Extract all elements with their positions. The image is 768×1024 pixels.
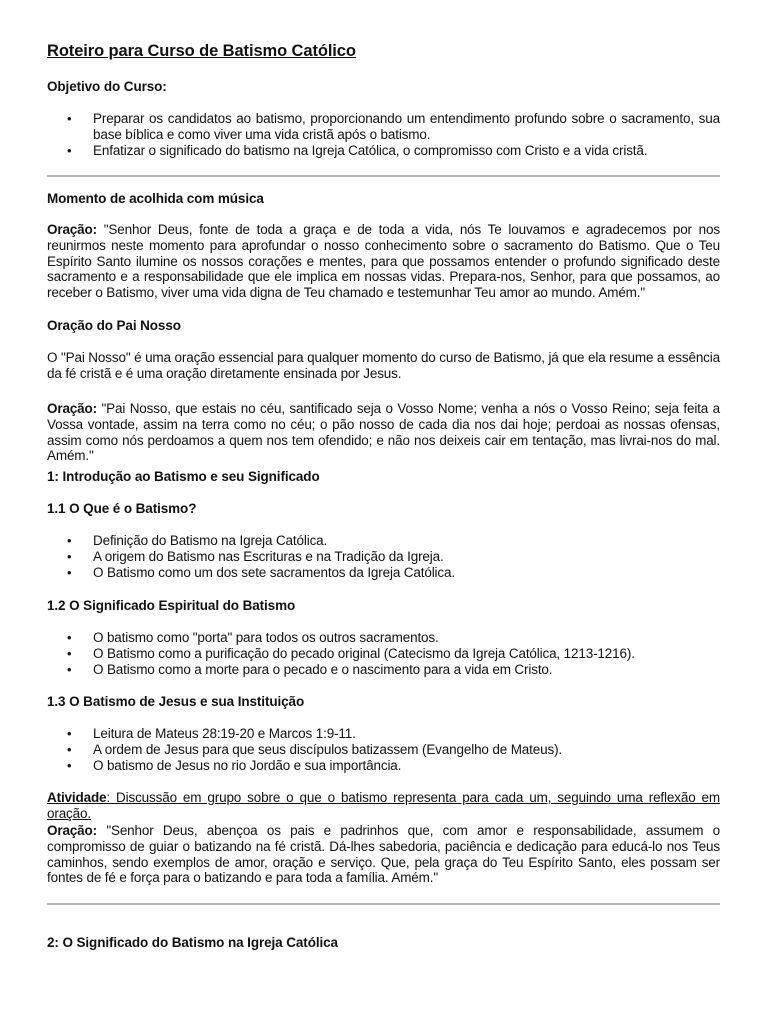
pai-nosso-heading: Oração do Pai Nosso [47,318,181,333]
list-item: • O batismo como "porta" para todos os outros sacramentos. [47,630,720,646]
list-item: • A origem do Batismo nas Escrituras e na Tradição da Igreja. [47,549,720,565]
pai-nosso-intro: O "Pai Nosso" é uma oração essencial para qualquer momento do curso de Batismo, já que ela resume a essência da fé cristã e é uma oração diretamente ensinada por Jesus. [47,350,720,381]
welcome-prayer [47,222,720,301]
section-divider [47,175,720,177]
objective-heading: Objetivo do Curso: [47,79,167,94]
section1-3-heading: 1.3 O Batismo de Jesus e sua Instituição [47,694,305,709]
prayer-text: "Pai Nosso, que estais no céu, santificado seja o Vosso Nome; venha a nós o Vosso Reino; seja feita a Vossa vontade, assim na terra como no céu; o pão nosso de cada dia nos dai hoje; perdoai as nossas ofensas, assim como nós perdoamos a quem nos tem ofendido; e não nos deixeis cair em tentação, mas livrai-nos do mal. Amém." [47,401,720,464]
section1-2-heading: 1.2 O Significado Espiritual do Batismo [47,598,296,613]
list-item: • O Batismo como um dos sete sacramentos da Igreja Católica. [47,565,720,581]
section1-1-list [47,533,720,580]
list-item: • O Batismo como a morte para o pecado e o nascimento para a vida em Cristo. [47,662,720,678]
section1-3-list [47,726,720,773]
prayer-text: "Senhor Deus, abençoa os pais e padrinhos que, com amor e responsabilidade, assumem o compromisso de guiar o batizando na fé cristã. Dá-lhes sabedoria, paciência e dedicação para educá-lo nos Teus caminhos, sendo exemplos de amor, oração e serviço. Que, pela graça do Teu Espírito Santo, eles possam ser fontes de fé e força para o batizando e para toda a família. Amém." [47,823,720,886]
prayer-text: "Senhor Deus, fonte de toda a graça e de toda a vida, nós Te louvamos e agradecemos por nos reunirmos neste momento para aprofundar o nosso conhecimento sobre o sacramento do Batismo. Que o Teu Espírito Santo ilumine os nossos corações e mentes, para que possamos entender o profundo significado deste sacramento e a responsabilidade que ele implica em nossas vidas. Prepara-nos, Senhor, para que possamos, ao receber o Batismo, viver uma vida digna de Teu chamado e testemunhar Teu amor ao mundo. Amém." [47,222,720,301]
activity-paragraph [47,790,720,822]
list-item: • O batismo de Jesus no rio Jordão e sua importância. [47,758,720,774]
section-divider [47,903,720,905]
section1-heading: 1: Introdução ao Batismo e seu Significado [47,469,320,484]
list-item: • Definição do Batismo na Igreja Católica. [47,533,720,549]
document-title: Roteiro para Curso de Batismo Católico [47,42,356,60]
objective-list [47,111,720,158]
pai-nosso-prayer [47,401,720,464]
activity-label: Atividade [47,790,107,805]
activity-text: : Discussão em grupo sobre o que o batismo representa para cada um, seguindo uma reflexão em oração. [47,790,720,821]
list-item: • Leitura de Mateus 28:19-20 e Marcos 1:9-11. [47,726,720,742]
welcome-heading: Momento de acolhida com música [47,191,264,206]
list-item: • O Batismo como a purificação do pecado original (Catecismo da Igreja Católica, 1213-1216). [47,646,720,662]
prayer-label: Oração: [47,401,97,416]
section1-2-list [47,630,720,677]
section1-prayer [47,823,720,886]
list-item: • Preparar os candidatos ao batismo, proporcionando um entendimento profundo sobre o sacramento, sua base bíblica e como viver uma vida cristã após o batismo. [47,111,720,143]
prayer-label: Oração: [47,823,97,838]
section1-1-heading: 1.1 O Que é o Batismo? [47,501,197,516]
section2-heading: 2: O Significado do Batismo na Igreja Católica [47,935,338,950]
list-item: • A ordem de Jesus para que seus discípulos batizassem (Evangelho de Mateus). [47,742,720,758]
prayer-label: Oração: [47,222,97,237]
list-item: • Enfatizar o significado do batismo na Igreja Católica, o compromisso com Cristo e a vida cristã. [47,143,720,159]
